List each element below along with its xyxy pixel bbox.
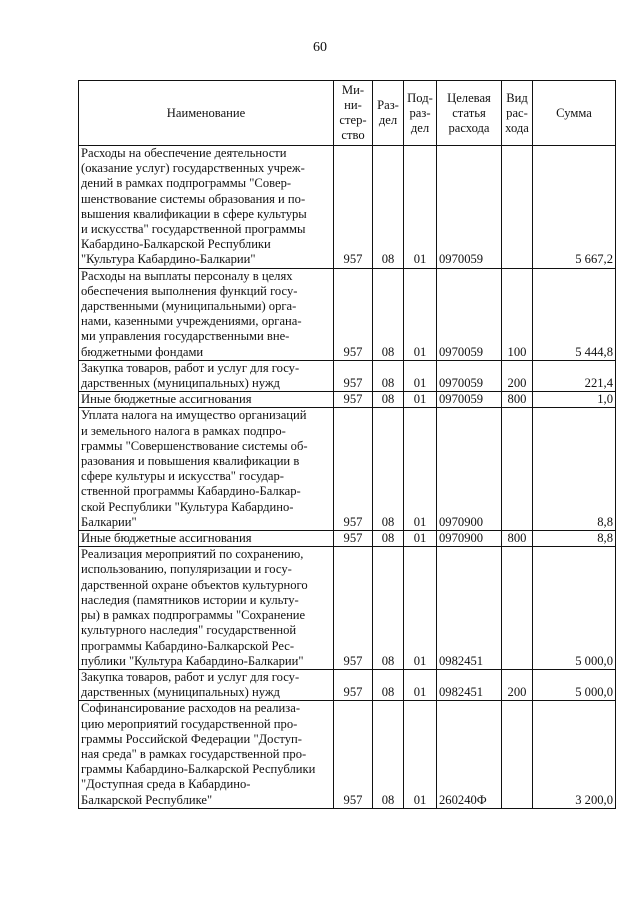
row-section: 08	[373, 360, 404, 391]
row-subsection: 01	[404, 531, 437, 547]
row-ministry: 957	[334, 360, 373, 391]
row-expense-type: 800	[502, 392, 533, 408]
row-amount: 8,8	[533, 531, 616, 547]
row-subsection: 01	[404, 701, 437, 808]
row-amount: 3 200,0	[533, 701, 616, 808]
table-row	[79, 146, 616, 269]
row-subsection: 01	[404, 408, 437, 531]
row-target-article: 0982451	[437, 547, 502, 670]
header-name: Наименование	[79, 81, 334, 146]
header-section: Раз- дел	[373, 81, 404, 146]
header-target-article: Целевая статья расхода	[437, 81, 502, 146]
row-target-article: 0970059	[437, 392, 502, 408]
row-amount: 8,8	[533, 408, 616, 531]
row-subsection: 01	[404, 392, 437, 408]
row-target-article: 0982451	[437, 669, 502, 700]
row-subsection: 01	[404, 268, 437, 360]
row-subsection: 01	[404, 146, 437, 269]
header-expense-type: Вид рас- хода	[502, 81, 533, 146]
table-row	[79, 701, 616, 808]
page-number: 60	[313, 40, 327, 55]
budget-table	[78, 80, 616, 809]
row-ministry: 957	[334, 408, 373, 531]
header-amount: Сумма	[533, 81, 616, 146]
row-name: Закупка товаров, работ и услуг для госу- дарственных (муниципальных) нужд	[79, 669, 334, 700]
row-name: Расходы на обеспечение деятельности (оказание услуг) государственных учреж- дений в рамках подпрограммы "Совер- шенствование системы образования и по- вышения квалификации в сфере культуры и искусства" государственной программы Кабардино-Балкарской Республики "Культура Кабардино-Балкарии"	[79, 146, 334, 269]
row-target-article: 260240Ф	[437, 701, 502, 808]
row-expense-type: 200	[502, 360, 533, 391]
row-section: 08	[373, 547, 404, 670]
table-row	[79, 268, 616, 360]
row-amount: 221,4	[533, 360, 616, 391]
row-amount: 5 444,8	[533, 268, 616, 360]
row-subsection: 01	[404, 360, 437, 391]
header-ministry: Ми- ни- стер- ство	[334, 81, 373, 146]
table-row	[79, 408, 616, 531]
row-name: Закупка товаров, работ и услуг для госу- дарственных (муниципальных) нужд	[79, 360, 334, 391]
row-name: Софинансирование расходов на реализа- цию мероприятий государственной про- граммы Российской Федерации "Доступ- ная среда" в рамках государственной про- граммы Кабардино-Балкарской Республики "Доступная среда в Кабардино- Балкарской Республике"	[79, 701, 334, 808]
row-amount: 5 667,2	[533, 146, 616, 269]
row-ministry: 957	[334, 146, 373, 269]
row-section: 08	[373, 268, 404, 360]
row-section: 08	[373, 392, 404, 408]
row-expense-type: 800	[502, 531, 533, 547]
table-row	[79, 392, 616, 408]
row-target-article: 0970059	[437, 268, 502, 360]
row-subsection: 01	[404, 669, 437, 700]
row-amount: 5 000,0	[533, 547, 616, 670]
row-name: Уплата налога на имущество организаций и земельного налога в рамках подпро- граммы "Совершенствование системы об- разования и повышения квалификации в сфере культуры и искусства" государ- ственной программы Кабардино-Балкар- ской Республики "Культура Кабардино- Балкарии"	[79, 408, 334, 531]
row-target-article: 0970900	[437, 531, 502, 547]
row-amount: 5 000,0	[533, 669, 616, 700]
row-amount: 1,0	[533, 392, 616, 408]
row-ministry: 957	[334, 392, 373, 408]
table-row	[79, 360, 616, 391]
row-ministry: 957	[334, 547, 373, 670]
row-section: 08	[373, 669, 404, 700]
row-ministry: 957	[334, 701, 373, 808]
row-section: 08	[373, 531, 404, 547]
row-ministry: 957	[334, 531, 373, 547]
row-expense-type: 100	[502, 268, 533, 360]
row-target-article: 0970059	[437, 146, 502, 269]
row-name: Реализация мероприятий по сохранению, использованию, популяризации и госу- дарственной охране объектов культурного наследия (памятников истории и культу- ры) в рамках подпрограммы "Сохранение культурного наследия" государственной программы Кабардино-Балкарской Рес- публики "Культура Кабардино-Балкарии"	[79, 547, 334, 670]
table-row	[79, 669, 616, 700]
header-subsection: Под- раз- дел	[404, 81, 437, 146]
row-expense-type	[502, 701, 533, 808]
table-row	[79, 531, 616, 547]
row-expense-type	[502, 547, 533, 670]
row-ministry: 957	[334, 669, 373, 700]
row-name: Расходы на выплаты персоналу в целях обеспечения выполнения функций госу- дарственными (муниципальными) орга- нами, казенными учреждениями, органа- ми управления государственными вне- бюджетными фондами	[79, 268, 334, 360]
table-row	[79, 547, 616, 670]
row-name: Иные бюджетные ассигнования	[79, 392, 334, 408]
row-target-article: 0970059	[437, 360, 502, 391]
row-section: 08	[373, 701, 404, 808]
row-expense-type: 200	[502, 669, 533, 700]
table-header-row	[79, 81, 616, 146]
row-section: 08	[373, 146, 404, 269]
row-name: Иные бюджетные ассигнования	[79, 531, 334, 547]
row-target-article: 0970900	[437, 408, 502, 531]
row-expense-type	[502, 146, 533, 269]
row-expense-type	[502, 408, 533, 531]
row-ministry: 957	[334, 268, 373, 360]
row-section: 08	[373, 408, 404, 531]
row-subsection: 01	[404, 547, 437, 670]
